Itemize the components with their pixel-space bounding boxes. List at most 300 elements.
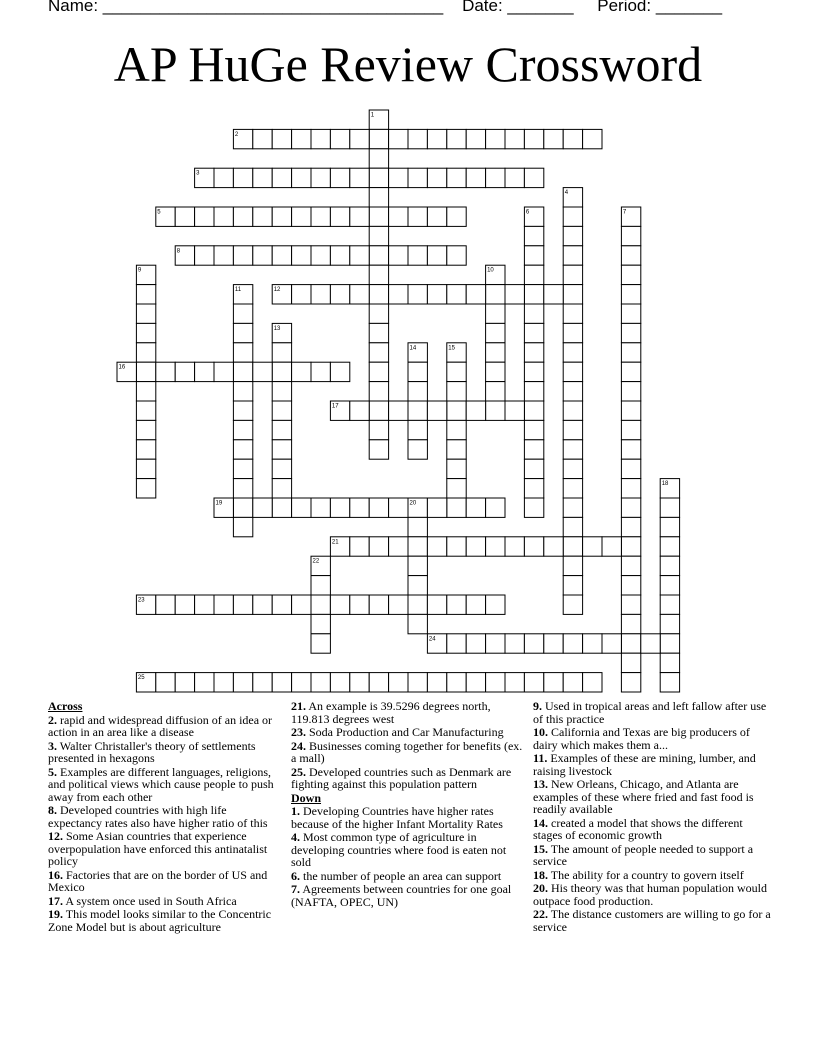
grid-cell[interactable] [447, 285, 466, 304]
grid-cell[interactable] [447, 440, 466, 459]
grid-cell[interactable] [156, 673, 175, 692]
grid-cell[interactable] [563, 265, 582, 284]
grid-cell[interactable] [486, 304, 505, 323]
grid-cell[interactable] [408, 129, 427, 148]
grid-cell[interactable] [544, 634, 563, 653]
grid-cell[interactable] [330, 129, 349, 148]
grid-cell[interactable] [524, 673, 543, 692]
grid-cell[interactable] [214, 246, 233, 265]
grid-cell[interactable] [408, 576, 427, 595]
grid-cell[interactable] [311, 673, 330, 692]
grid-cell[interactable] [136, 459, 155, 478]
grid-cell[interactable] [233, 517, 252, 536]
grid-cell[interactable] [369, 129, 388, 148]
grid-cell[interactable] [621, 362, 640, 381]
grid-cell[interactable] [563, 129, 582, 148]
grid-cell[interactable] [544, 285, 563, 304]
grid-cell[interactable] [330, 246, 349, 265]
grid-cell[interactable] [447, 595, 466, 614]
grid-cell[interactable] [253, 207, 272, 226]
grid-cell[interactable] [292, 129, 311, 148]
grid-cell[interactable] [660, 556, 679, 575]
grid-cell[interactable] [292, 362, 311, 381]
grid-cell[interactable] [389, 673, 408, 692]
grid-cell[interactable] [408, 517, 427, 536]
grid-cell[interactable] [524, 479, 543, 498]
grid-cell[interactable] [369, 246, 388, 265]
grid-cell[interactable] [563, 673, 582, 692]
grid-cell[interactable] [330, 673, 349, 692]
grid-cell[interactable] [369, 168, 388, 187]
grid-cell[interactable] [369, 207, 388, 226]
grid-cell[interactable] [660, 595, 679, 614]
grid-cell[interactable] [563, 537, 582, 556]
grid-cell[interactable] [350, 168, 369, 187]
grid-cell[interactable] [350, 207, 369, 226]
grid-cell[interactable] [427, 207, 446, 226]
grid-cell[interactable] [466, 401, 485, 420]
grid-cell[interactable] [486, 595, 505, 614]
grid-cell[interactable] [447, 207, 466, 226]
grid-cell[interactable] [447, 382, 466, 401]
grid-cell[interactable] [272, 401, 291, 420]
grid-cell[interactable] [272, 420, 291, 439]
grid-cell[interactable] [389, 207, 408, 226]
grid-cell[interactable] [621, 285, 640, 304]
grid-cell[interactable] [427, 246, 446, 265]
grid-cell[interactable] [272, 207, 291, 226]
grid-cell[interactable] [563, 576, 582, 595]
grid-cell[interactable] [447, 673, 466, 692]
grid-cell[interactable] [272, 459, 291, 478]
date-field[interactable]: Date: _______ [462, 0, 574, 15]
grid-cell[interactable] [486, 634, 505, 653]
grid-cell[interactable] [175, 595, 194, 614]
grid-cell[interactable] [136, 304, 155, 323]
grid-cell[interactable] [486, 129, 505, 148]
grid-cell[interactable] [175, 362, 194, 381]
grid-cell[interactable] [427, 129, 446, 148]
grid-cell[interactable] [311, 576, 330, 595]
grid-cell[interactable] [272, 343, 291, 362]
grid-cell[interactable] [389, 129, 408, 148]
grid-cell[interactable] [369, 362, 388, 381]
grid-cell[interactable] [408, 207, 427, 226]
grid-cell[interactable] [563, 517, 582, 536]
grid-cell[interactable] [195, 207, 214, 226]
grid-cell[interactable] [272, 595, 291, 614]
grid-cell[interactable] [369, 420, 388, 439]
grid-cell[interactable] [272, 479, 291, 498]
grid-cell[interactable] [253, 129, 272, 148]
grid-cell[interactable] [233, 595, 252, 614]
grid-cell[interactable] [486, 343, 505, 362]
grid-cell[interactable] [447, 479, 466, 498]
grid-cell[interactable] [233, 207, 252, 226]
grid-cell[interactable] [389, 498, 408, 517]
grid-cell[interactable] [466, 673, 485, 692]
grid-cell[interactable] [350, 246, 369, 265]
grid-cell[interactable] [563, 382, 582, 401]
grid-cell[interactable] [350, 498, 369, 517]
grid-cell[interactable] [369, 323, 388, 342]
grid-cell[interactable] [233, 343, 252, 362]
grid-cell[interactable] [233, 498, 252, 517]
grid-cell[interactable] [447, 401, 466, 420]
grid-cell[interactable] [272, 673, 291, 692]
grid-cell[interactable] [660, 653, 679, 672]
grid-cell[interactable] [505, 634, 524, 653]
grid-cell[interactable] [350, 537, 369, 556]
grid-cell[interactable] [389, 537, 408, 556]
grid-cell[interactable] [369, 343, 388, 362]
grid-cell[interactable] [253, 168, 272, 187]
grid-cell[interactable] [621, 226, 640, 245]
grid-cell[interactable] [563, 595, 582, 614]
grid-cell[interactable] [350, 673, 369, 692]
grid-cell[interactable] [427, 595, 446, 614]
grid-cell[interactable] [524, 129, 543, 148]
grid-cell[interactable] [524, 401, 543, 420]
grid-cell[interactable] [233, 401, 252, 420]
grid-cell[interactable] [272, 129, 291, 148]
grid-cell[interactable] [447, 129, 466, 148]
grid-cell[interactable] [389, 595, 408, 614]
grid-cell[interactable] [524, 168, 543, 187]
grid-cell[interactable] [330, 595, 349, 614]
grid-cell[interactable] [427, 168, 446, 187]
grid-cell[interactable] [563, 207, 582, 226]
grid-cell[interactable] [466, 595, 485, 614]
grid-cell[interactable] [350, 595, 369, 614]
grid-cell[interactable] [156, 595, 175, 614]
grid-cell[interactable] [369, 285, 388, 304]
grid-cell[interactable] [408, 537, 427, 556]
grid-cell[interactable] [660, 634, 679, 653]
grid-cell[interactable] [233, 440, 252, 459]
grid-cell[interactable] [330, 168, 349, 187]
grid-cell[interactable] [505, 401, 524, 420]
grid-cell[interactable] [505, 537, 524, 556]
grid-cell[interactable] [253, 595, 272, 614]
grid-cell[interactable] [583, 673, 602, 692]
grid-cell[interactable] [621, 614, 640, 633]
grid-cell[interactable] [272, 246, 291, 265]
grid-cell[interactable] [621, 479, 640, 498]
grid-cell[interactable] [621, 401, 640, 420]
grid-cell[interactable] [408, 246, 427, 265]
grid-cell[interactable] [466, 498, 485, 517]
grid-cell[interactable] [253, 673, 272, 692]
grid-cell[interactable] [311, 362, 330, 381]
grid-cell[interactable] [311, 498, 330, 517]
grid-cell[interactable] [524, 304, 543, 323]
grid-cell[interactable] [369, 304, 388, 323]
grid-cell[interactable] [369, 498, 388, 517]
grid-cell[interactable] [583, 537, 602, 556]
grid-cell[interactable] [292, 168, 311, 187]
grid-cell[interactable] [427, 537, 446, 556]
grid-cell[interactable] [621, 576, 640, 595]
grid-cell[interactable] [466, 168, 485, 187]
grid-cell[interactable] [621, 595, 640, 614]
grid-cell[interactable] [563, 634, 582, 653]
grid-cell[interactable] [195, 246, 214, 265]
grid-cell[interactable] [408, 382, 427, 401]
grid-cell[interactable] [175, 673, 194, 692]
grid-cell[interactable] [369, 188, 388, 207]
grid-cell[interactable] [253, 498, 272, 517]
grid-cell[interactable] [563, 304, 582, 323]
grid-cell[interactable] [272, 362, 291, 381]
grid-cell[interactable] [621, 517, 640, 536]
grid-cell[interactable] [136, 343, 155, 362]
grid-cell[interactable] [427, 498, 446, 517]
grid-cell[interactable] [563, 440, 582, 459]
grid-cell[interactable] [524, 498, 543, 517]
grid-cell[interactable] [621, 440, 640, 459]
grid-cell[interactable] [621, 498, 640, 517]
grid-cell[interactable] [136, 362, 155, 381]
grid-cell[interactable] [311, 634, 330, 653]
grid-cell[interactable] [563, 459, 582, 478]
grid-cell[interactable] [389, 285, 408, 304]
grid-cell[interactable] [544, 129, 563, 148]
grid-cell[interactable] [292, 285, 311, 304]
grid-cell[interactable] [292, 595, 311, 614]
grid-cell[interactable] [233, 168, 252, 187]
grid-cell[interactable] [524, 285, 543, 304]
grid-cell[interactable] [233, 459, 252, 478]
grid-cell[interactable] [447, 246, 466, 265]
grid-cell[interactable] [408, 673, 427, 692]
grid-cell[interactable] [660, 498, 679, 517]
grid-cell[interactable] [621, 420, 640, 439]
grid-cell[interactable] [524, 265, 543, 284]
grid-cell[interactable] [136, 382, 155, 401]
grid-cell[interactable] [369, 226, 388, 245]
grid-cell[interactable] [524, 634, 543, 653]
grid-cell[interactable] [524, 343, 543, 362]
grid-cell[interactable] [214, 362, 233, 381]
grid-cell[interactable] [292, 207, 311, 226]
grid-cell[interactable] [253, 246, 272, 265]
grid-cell[interactable] [389, 246, 408, 265]
grid-cell[interactable] [621, 556, 640, 575]
grid-cell[interactable] [311, 207, 330, 226]
grid-cell[interactable] [233, 304, 252, 323]
grid-cell[interactable] [524, 362, 543, 381]
grid-cell[interactable] [505, 673, 524, 692]
grid-cell[interactable] [408, 401, 427, 420]
grid-cell[interactable] [311, 246, 330, 265]
grid-cell[interactable] [563, 401, 582, 420]
grid-cell[interactable] [369, 265, 388, 284]
grid-cell[interactable] [505, 129, 524, 148]
grid-cell[interactable] [311, 168, 330, 187]
grid-cell[interactable] [195, 362, 214, 381]
grid-cell[interactable] [311, 285, 330, 304]
grid-cell[interactable] [621, 459, 640, 478]
grid-cell[interactable] [330, 362, 349, 381]
grid-cell[interactable] [136, 440, 155, 459]
grid-cell[interactable] [447, 459, 466, 478]
grid-cell[interactable] [311, 129, 330, 148]
grid-cell[interactable] [214, 168, 233, 187]
grid-cell[interactable] [233, 673, 252, 692]
grid-cell[interactable] [292, 246, 311, 265]
grid-cell[interactable] [641, 634, 660, 653]
grid-cell[interactable] [524, 226, 543, 245]
grid-cell[interactable] [466, 537, 485, 556]
grid-cell[interactable] [524, 440, 543, 459]
grid-cell[interactable] [195, 673, 214, 692]
grid-cell[interactable] [136, 401, 155, 420]
grid-cell[interactable] [621, 323, 640, 342]
grid-cell[interactable] [136, 479, 155, 498]
grid-cell[interactable] [544, 673, 563, 692]
grid-cell[interactable] [447, 537, 466, 556]
grid-cell[interactable] [486, 168, 505, 187]
grid-cell[interactable] [408, 614, 427, 633]
grid-cell[interactable] [408, 440, 427, 459]
grid-cell[interactable] [292, 673, 311, 692]
grid-cell[interactable] [369, 595, 388, 614]
grid-cell[interactable] [621, 265, 640, 284]
grid-cell[interactable] [292, 498, 311, 517]
name-field[interactable]: Name: ____________________________________ [48, 0, 444, 15]
grid-cell[interactable] [563, 323, 582, 342]
grid-cell[interactable] [369, 537, 388, 556]
grid-cell[interactable] [524, 246, 543, 265]
grid-cell[interactable] [466, 129, 485, 148]
grid-cell[interactable] [369, 149, 388, 168]
grid-cell[interactable] [195, 595, 214, 614]
grid-cell[interactable] [272, 498, 291, 517]
grid-cell[interactable] [563, 362, 582, 381]
grid-cell[interactable] [214, 207, 233, 226]
grid-cell[interactable] [660, 537, 679, 556]
grid-cell[interactable] [253, 362, 272, 381]
grid-cell[interactable] [136, 285, 155, 304]
grid-cell[interactable] [621, 343, 640, 362]
grid-cell[interactable] [447, 420, 466, 439]
grid-cell[interactable] [369, 440, 388, 459]
grid-cell[interactable] [447, 362, 466, 381]
grid-cell[interactable] [427, 285, 446, 304]
grid-cell[interactable] [486, 382, 505, 401]
grid-cell[interactable] [350, 129, 369, 148]
grid-cell[interactable] [563, 285, 582, 304]
grid-cell[interactable] [563, 479, 582, 498]
grid-cell[interactable] [136, 420, 155, 439]
grid-cell[interactable] [621, 653, 640, 672]
grid-cell[interactable] [602, 537, 621, 556]
grid-cell[interactable] [505, 168, 524, 187]
grid-cell[interactable] [486, 323, 505, 342]
grid-cell[interactable] [350, 285, 369, 304]
grid-cell[interactable] [156, 362, 175, 381]
grid-cell[interactable] [272, 168, 291, 187]
grid-cell[interactable] [350, 401, 369, 420]
grid-cell[interactable] [214, 595, 233, 614]
grid-cell[interactable] [621, 673, 640, 692]
grid-cell[interactable] [427, 673, 446, 692]
grid-cell[interactable] [563, 226, 582, 245]
grid-cell[interactable] [486, 362, 505, 381]
grid-cell[interactable] [233, 382, 252, 401]
grid-cell[interactable] [330, 498, 349, 517]
grid-cell[interactable] [330, 207, 349, 226]
grid-cell[interactable] [524, 420, 543, 439]
grid-cell[interactable] [447, 498, 466, 517]
grid-cell[interactable] [660, 517, 679, 536]
grid-cell[interactable] [175, 207, 194, 226]
grid-cell[interactable] [408, 595, 427, 614]
grid-cell[interactable] [272, 382, 291, 401]
grid-cell[interactable] [389, 401, 408, 420]
grid-cell[interactable] [233, 362, 252, 381]
grid-cell[interactable] [233, 420, 252, 439]
grid-cell[interactable] [389, 168, 408, 187]
grid-cell[interactable] [621, 382, 640, 401]
grid-cell[interactable] [136, 323, 155, 342]
grid-cell[interactable] [408, 168, 427, 187]
grid-cell[interactable] [524, 323, 543, 342]
grid-cell[interactable] [408, 556, 427, 575]
grid-cell[interactable] [214, 673, 233, 692]
grid-cell[interactable] [233, 323, 252, 342]
grid-cell[interactable] [330, 285, 349, 304]
grid-cell[interactable] [369, 382, 388, 401]
grid-cell[interactable] [369, 401, 388, 420]
grid-cell[interactable] [524, 459, 543, 478]
grid-cell[interactable] [563, 556, 582, 575]
grid-cell[interactable] [233, 246, 252, 265]
grid-cell[interactable] [583, 634, 602, 653]
grid-cell[interactable] [505, 285, 524, 304]
grid-cell[interactable] [486, 537, 505, 556]
grid-cell[interactable] [621, 246, 640, 265]
grid-cell[interactable] [466, 634, 485, 653]
grid-cell[interactable] [311, 614, 330, 633]
grid-cell[interactable] [660, 673, 679, 692]
grid-cell[interactable] [660, 576, 679, 595]
grid-cell[interactable] [447, 168, 466, 187]
grid-cell[interactable] [583, 129, 602, 148]
grid-cell[interactable] [408, 285, 427, 304]
grid-cell[interactable] [621, 304, 640, 323]
grid-cell[interactable] [660, 614, 679, 633]
grid-cell[interactable] [408, 420, 427, 439]
grid-cell[interactable] [233, 479, 252, 498]
grid-cell[interactable] [602, 634, 621, 653]
grid-cell[interactable] [563, 246, 582, 265]
grid-cell[interactable] [466, 285, 485, 304]
grid-cell[interactable] [524, 382, 543, 401]
grid-cell[interactable] [621, 537, 640, 556]
grid-cell[interactable] [272, 440, 291, 459]
grid-cell[interactable] [427, 401, 446, 420]
grid-cell[interactable] [486, 401, 505, 420]
grid-cell[interactable] [524, 537, 543, 556]
grid-cell[interactable] [369, 673, 388, 692]
grid-cell[interactable] [563, 420, 582, 439]
grid-cell[interactable] [486, 498, 505, 517]
grid-cell[interactable] [447, 634, 466, 653]
grid-cell[interactable] [563, 343, 582, 362]
grid-cell[interactable] [563, 498, 582, 517]
